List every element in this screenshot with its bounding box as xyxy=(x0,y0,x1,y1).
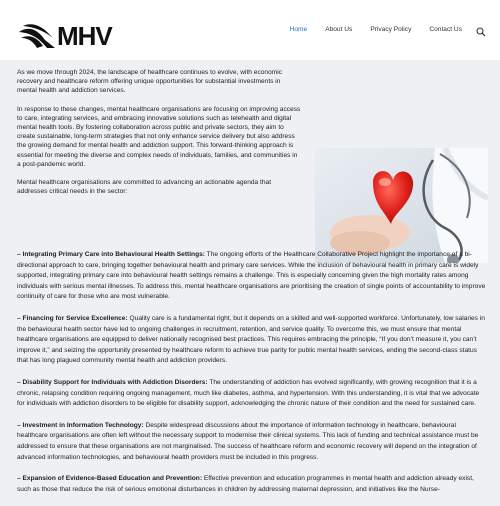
agenda-text: Despite widespread discussions about the importance of information technology in healthcare, behavioural healthcare organisations are often left without the necessary support to modernise their clinical systems. This lack of funding and technical assistance must be addressed to ensure that these organisations are not marginalised. The success of healthcare reform and economic recovery will depend on the integration of advanced information technologies, and behavioural health providers must be included in this progress. xyxy=(17,421,479,461)
logo-wave-icon xyxy=(17,20,57,50)
main-nav xyxy=(272,24,486,34)
agenda-heading: – Disability Support for Individuals with Addiction Disorders: xyxy=(17,378,208,386)
intro-paragraph: In response to these changes, mental healthcare organisations are focusing on improving access to care, integrating services, and embracing innovative solutions such as telehealth and digital mental health tools. By fostering collaboration across public and private sectors, they aim to create sustainable, long-term strategies that not only enhance service delivery but also address the growing demand for mental health and addiction support. This forward-thinking approach is essential for meeting the diverse and complex needs of individuals, families, and communities in a post-pandemic world. xyxy=(17,105,301,168)
agenda-text: Quality care is a fundamental right, but it depends on a skilled and well-supported workforce. Unfortunately, low salaries in the behavioural health sector have led to ongoing challenges in recruitment, retention, and service quality. To overcome this, we must ensure that mental healthcare organisations are equipped to deliver nationally recognised best practices. This requires embracing the principle, “If you don’t measure it, you can’t improve it,” and seizing the opportunity presented by healthcare reform to achieve true parity for public mental health services, ending the second-class status that has long plagued community mental health and addiction providers. xyxy=(17,314,485,365)
nav-about-us[interactable]: About Us xyxy=(325,25,353,33)
agenda-sections xyxy=(17,250,487,506)
agenda-text: Effective prevention and education programmes in mental health and addiction already exist, such as those that reduce the risk of serious emotional disturbances in children by addressing maternal depression, and initiatives like the Nurse- xyxy=(17,475,474,493)
agenda-text: The ongoing efforts of the Healthcare Collaborative Project highlight the importance of a bi-directional approach to care, bringing together behavioural health and primary care services. While the inclusion of behavioural health in primary care is widely supported, integrating primary care into behavioural health settings remains a challenge. This is especially concerning given the high mortality rates among individuals with serious mental illnesses. To address this, mental healthcare organisations are prioritising the creation of single points of accountability to improve continuity of care for those who are most vulnerable. xyxy=(17,251,486,301)
nav-home[interactable]: Home xyxy=(289,25,308,33)
intro-paragraph: Mental healthcare organisations are committed to advancing an actionable agenda that addresses critical needs in the sector: xyxy=(17,179,272,196)
agenda-heading: – Expansion of Evidence-Based Education and Prevention: xyxy=(17,475,203,483)
agenda-heading: – Investment in Information Technology: xyxy=(17,421,144,429)
site-logo[interactable] xyxy=(17,20,122,52)
agenda-item xyxy=(17,314,487,367)
intro-paragraph: As we move through 2024, the landscape of healthcare continues to evolve, with economic recovery and healthcare reform offering unique opportunities for substantial investments in mental health and addiction services. xyxy=(17,69,283,95)
agenda-item xyxy=(17,421,487,463)
article-content xyxy=(0,60,500,500)
article-image-heart xyxy=(315,148,488,263)
agenda-heading: – Financing for Service Excellence: xyxy=(17,314,128,322)
site-header xyxy=(0,0,500,60)
search-icon[interactable] xyxy=(476,24,486,34)
agenda-item xyxy=(17,250,487,303)
agenda-heading: – Integrating Primary Care into Behavioural Health Settings: xyxy=(17,251,205,258)
agenda-text: The understanding of addiction has evolved significantly, with growing recognition that it is a chronic, relapsing condition requiring ongoing management, much like diabetes, asthma, and hypertension. With this understanding, it is vital that we advocate for individuals with addiction disorders to be eligible for disability support, acknowledging the chronic nature of their condition and the need for sustained care. xyxy=(17,378,480,408)
intro-text xyxy=(17,68,302,205)
agenda-item xyxy=(17,378,487,410)
nav-privacy-policy[interactable]: Privacy Policy xyxy=(370,25,412,33)
nav-contact-us[interactable]: Contact Us xyxy=(429,25,462,33)
agenda-item xyxy=(17,474,487,495)
logo-text: MHV xyxy=(57,21,112,51)
